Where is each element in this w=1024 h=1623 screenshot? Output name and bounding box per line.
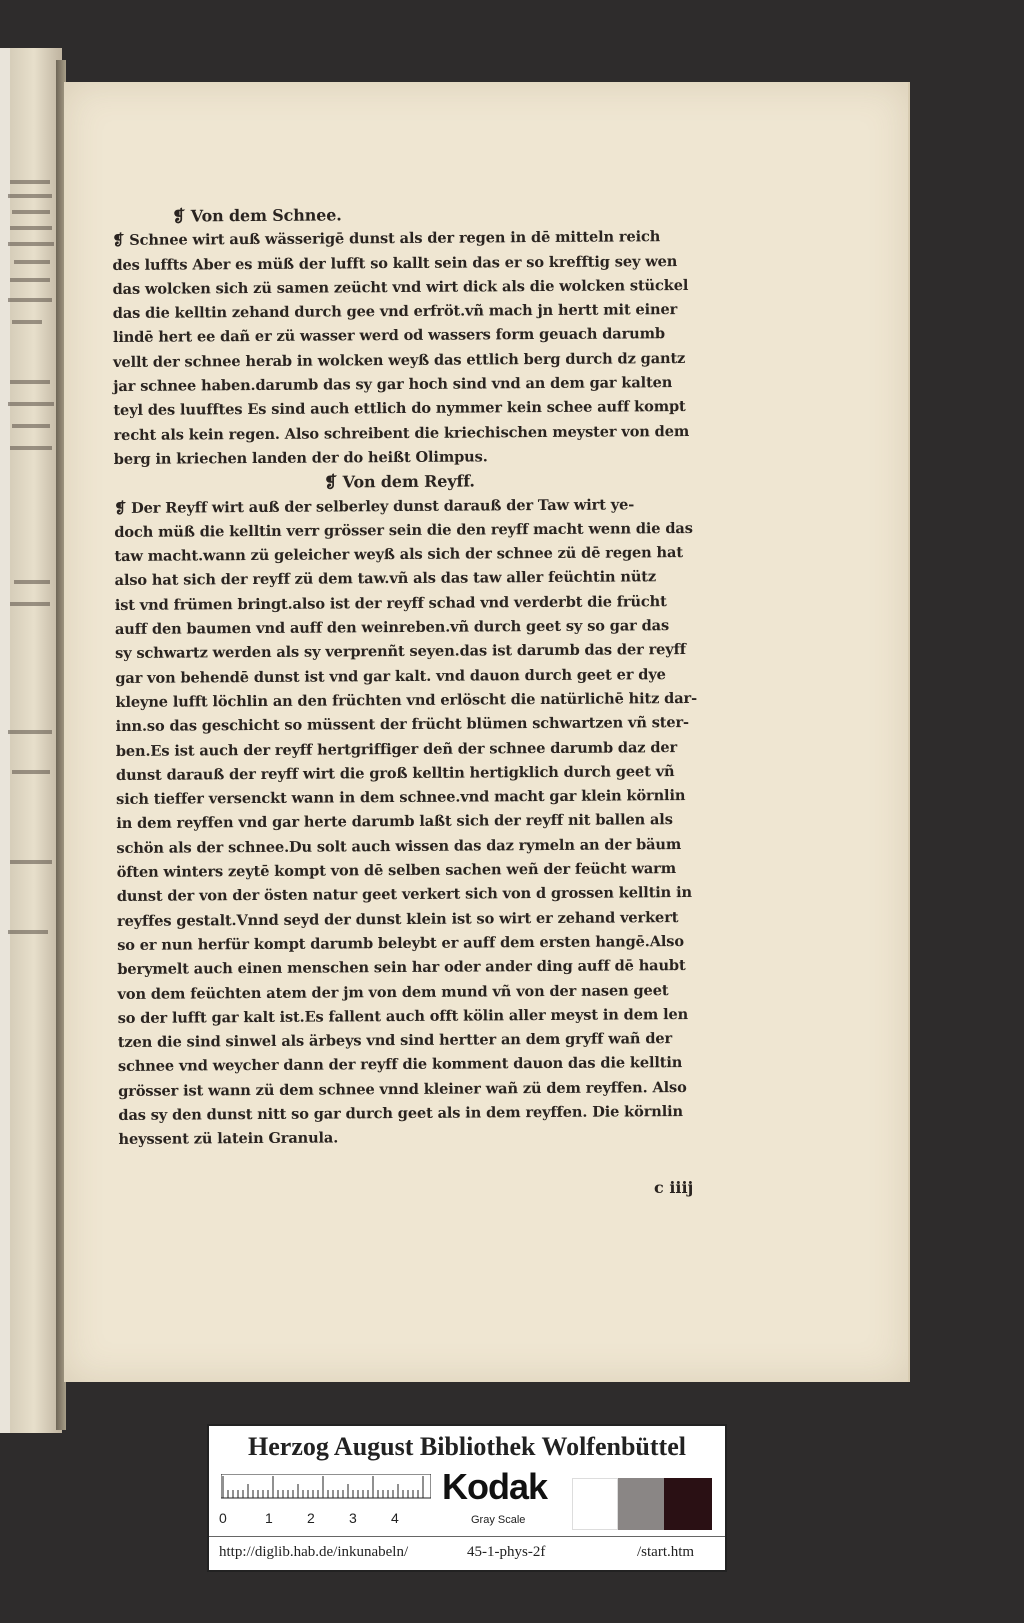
text-line: teyl des luufftes Es sind auch ettlich do nymmer kein schee auff kompt [113,398,686,420]
text-line: recht als kein regen. Also schreibent die kriechischen meyster von dem [113,422,690,444]
text-line: so der lufft gar kalt ist.Es fallent auch offt kölin aller meyst in dem len [117,1005,689,1027]
text-line: auff den baumen vnd auff den weinreben.vñ durch geet sy so gar das [114,617,670,639]
page-text [112,201,739,1153]
text-line: gar von behendē dunst ist vnd gar kalt. vnd dauon durch geet er dye [115,665,666,687]
section-body-frost [114,492,739,1152]
url-base: http://diglib.hab.de/inkunabeln/ [219,1544,409,1560]
ruler-scale [221,1474,431,1514]
library-name: Herzog August Bibliothek Wolfenbüttel [248,1432,686,1461]
text-line: öften winters zeytē kompt von dē selben sachen weñ der feücht warm [116,860,677,881]
text-line: tzen die sind sinwel als ärbeys vnd sind hertter an dem gryff wañ der [117,1030,673,1052]
text-line: das die kelltin zehand durch gee vnd erfröt.vñ mach jn hertt mit einer [112,301,678,323]
text-line: ❡ Schnee wirt auß wässerigē dunst als der regen in dē mitteln reich [112,228,661,250]
gray-swatch-dark [664,1478,712,1530]
text-line: kleyne lufft löchlin an den früchten vnd erlöscht die natürlichē hitz dar- [115,689,698,711]
gray-scale-label: Gray Scale [471,1514,526,1526]
text-line: berg in kriechen landen der do heißt Olimpus. [113,448,488,468]
text-line: so er nun herfür kompt darumb beleybt er auff dem ersten hangē.Also [117,932,684,954]
text-line: berymelt auch einen menschen sein har oder ander ding auff dē haubt [117,957,686,979]
ruler-number: 3 [349,1510,357,1526]
text-line: des luffts Aber es müß der lufft so kallt sein das er so krefftig sey wen [112,252,678,274]
text-line: schnee vnd weycher dann der reyff die komment dauon das die kelltin [117,1054,683,1076]
ruler-number: 1 [265,1510,273,1526]
section-heading-frost: ❡ Von dem Reyff. [323,471,475,492]
url-tail: /start.htm [637,1544,695,1560]
text-line: das sy den dunst nitt so gar durch geet als in dem reyffen. Die körnlin [118,1103,684,1124]
text-line: sy schwartz werden als sy verprenñt seyen.das ist darumb das der reyff [115,641,686,663]
text-line: vellt der schnee herab in wolcken weyß das ettlich berg durch dz gantz [113,349,686,371]
text-line: taw macht.wann zü geleicher weyß als sich der schnee zü dē regen hat [114,544,683,566]
text-line: dunst darauß der reyff wirt die groß kelltin hertigklich durch geet vñ [115,762,675,784]
kodak-logo: Kodak [442,1466,548,1507]
section-heading-snow: ❡ Von dem Schnee. [172,205,342,226]
text-line: das wolcken sich zü samen zeücht vnd wirt dick als die wolcken stückel [112,276,689,298]
gray-swatch-mid [618,1478,664,1530]
text-line: in dem reyffen vnd gar herte darumb laßt sich der reyff nit ballen als [116,811,673,833]
gray-swatch-white [572,1478,618,1530]
signature-mark: c iiij [654,1178,694,1197]
text-line: heyssent zü latein Granula. [118,1129,339,1149]
text-line: dunst der von der östen natur geet verkert sich von d grossen kelltin in [116,884,692,906]
ruler-number: 2 [307,1510,315,1526]
text-line: ❡ Der Reyff wirt auß der selberley dunst darauß der Taw wirt ye- [114,495,635,517]
text-line: doch müß die kelltin verr grösser sein die den reyff macht wenn die das [114,519,693,541]
ruler-number: 4 [391,1510,399,1526]
text-line: von dem feüchten atem der jm von dem mund vñ von der nasen geet [117,981,669,1003]
text-line: grösser ist wann zü dem schnee vnnd kleiner wañ zü dem reyffen. Also [118,1078,687,1100]
library-color-card [207,1424,727,1572]
text-line: reyffes gestalt.Vnnd seyd der dunst klein ist so wirt er zehand verkert [116,908,679,930]
text-line: inn.so das geschicht so müssent der frücht blümen schwartzen vñ ster- [115,714,689,736]
url-id: 45-1-phys-2f [467,1544,546,1560]
card-divider [209,1536,725,1537]
text-line: also hat sich der reyff zü dem taw.vñ als das taw aller feüchtin nütz [114,568,657,590]
text-line: lindē hert ee dañ er zü wasser werd od wassers form geuach darumb [112,325,665,347]
text-line: jar schnee haben.darumb das sy gar hoch sind vnd an dem gar kalten [113,374,673,396]
ruler-number: 0 [219,1510,227,1526]
text-line: ist vnd frümen bringt.also ist der reyff schad vnd verderbt die frücht [114,592,667,614]
previous-page-text-fragment [4,170,58,990]
text-line: ben.Es ist auch der reyff hertgriffiger deñ der schnee darumb daz der [115,738,678,760]
text-line: schön als der schnee.Du solt auch wissen das daz rymeln an der bäum [116,835,682,857]
text-line: sich tieffer versenckt wann in dem schnee.vnd macht gar klein körnlin [116,787,686,809]
section-body-snow [112,225,734,472]
